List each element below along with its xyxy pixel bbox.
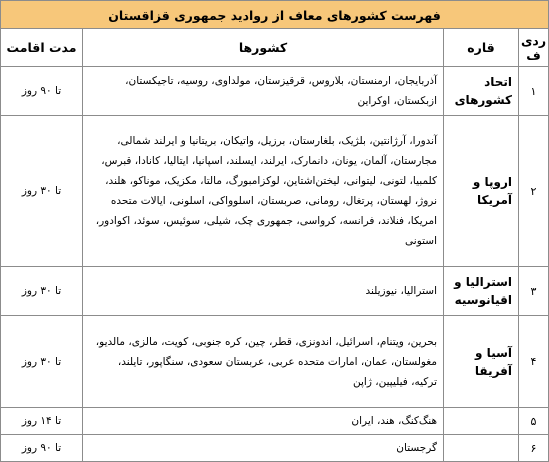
- table-row: [1, 116, 549, 267]
- region-cell[interactable]: اتحاد کشورهای: [444, 67, 519, 116]
- countries-cell[interactable]: استرالیا، نیوزیلند: [83, 267, 444, 316]
- row-number-cell[interactable]: ۶: [519, 435, 549, 462]
- stay-cell[interactable]: تا ۹۰ روز: [1, 67, 83, 116]
- region-cell[interactable]: استرالیا و اقیانوسیه: [444, 267, 519, 316]
- title-row: [1, 1, 549, 29]
- table-title[interactable]: [1, 1, 549, 29]
- region-cell[interactable]: [444, 408, 519, 435]
- row-number-cell[interactable]: ۵: [519, 408, 549, 435]
- countries-cell[interactable]: هنگ‌کنگ، هند، ایران: [83, 408, 444, 435]
- header-row: [1, 29, 549, 67]
- row-number-cell[interactable]: ۳: [519, 267, 549, 316]
- table-row: [1, 267, 549, 316]
- countries-cell[interactable]: گرجستان: [83, 435, 444, 462]
- stay-cell[interactable]: تا ۹۰ روز: [1, 435, 83, 462]
- region-cell[interactable]: [444, 435, 519, 462]
- stay-cell[interactable]: تا ۱۴ روز: [1, 408, 83, 435]
- row-number-cell[interactable]: ۱: [519, 67, 549, 116]
- header-stay[interactable]: مدت اقامت: [1, 29, 83, 67]
- countries-cell[interactable]: آندورا، آرژانتین، بلژیک، بلغارستان، برزیل، واتیکان، بریتانیا و ایرلند شمالی، مجارستان، آلمان، یونان، دانمارک، ایرلند، ایسلند، اسپانیا، ایتالیا، کانادا، قبرس، کلمبیا، لتونی، لیتوانی، لیختن‌اشتاین، لوکزامبورگ، مالتا، مکزیک، موناکو، هلند، نروژ، لهستان، پرتغال، رومانی، صربستان، اسلوواکی، اسلونی، ایالات متحده امریکا، فنلاند، فرانسه، کرواسی، جمهوری چک، شیلی، سوئیس، سوئد، اکوادور، استونی: [83, 116, 444, 267]
- table-row: [1, 435, 549, 462]
- countries-cell[interactable]: بحرین، ویتنام، اسرائیل، اندونزی، قطر، چین، کره جنوبی، کویت، مالزی، مالدیو، مغولستان، عمان، امارات متحده عربی، عربستان سعودی، سنگاپور، تایلند، ترکیه، فیلیپین، ژاپن: [83, 316, 444, 408]
- stay-cell[interactable]: تا ۳۰ روز: [1, 316, 83, 408]
- table-row: [1, 316, 549, 408]
- header-region[interactable]: قاره: [444, 29, 519, 67]
- countries-cell[interactable]: آذربایجان، ارمنستان، بلاروس، قرقیزستان، مولداوی، روسیه، تاجیکستان، ازبکستان، اوکراین: [83, 67, 444, 116]
- stay-cell[interactable]: تا ۳۰ روز: [1, 267, 83, 316]
- table-title-text: فهرست کشورهای معاف از روادید جمهوری قزاقستان: [108, 8, 441, 23]
- row-number-cell[interactable]: ۲: [519, 116, 549, 267]
- region-cell[interactable]: اروپا و آمریکا: [444, 116, 519, 267]
- row-number-cell[interactable]: ۴: [519, 316, 549, 408]
- header-countries[interactable]: کشورها: [83, 29, 444, 67]
- table-row: [1, 67, 549, 116]
- stay-cell[interactable]: تا ۳۰ روز: [1, 116, 83, 267]
- header-row-number[interactable]: ردی ف: [519, 29, 549, 67]
- table-row: [1, 408, 549, 435]
- region-cell[interactable]: آسیا و آفریقا: [444, 316, 519, 408]
